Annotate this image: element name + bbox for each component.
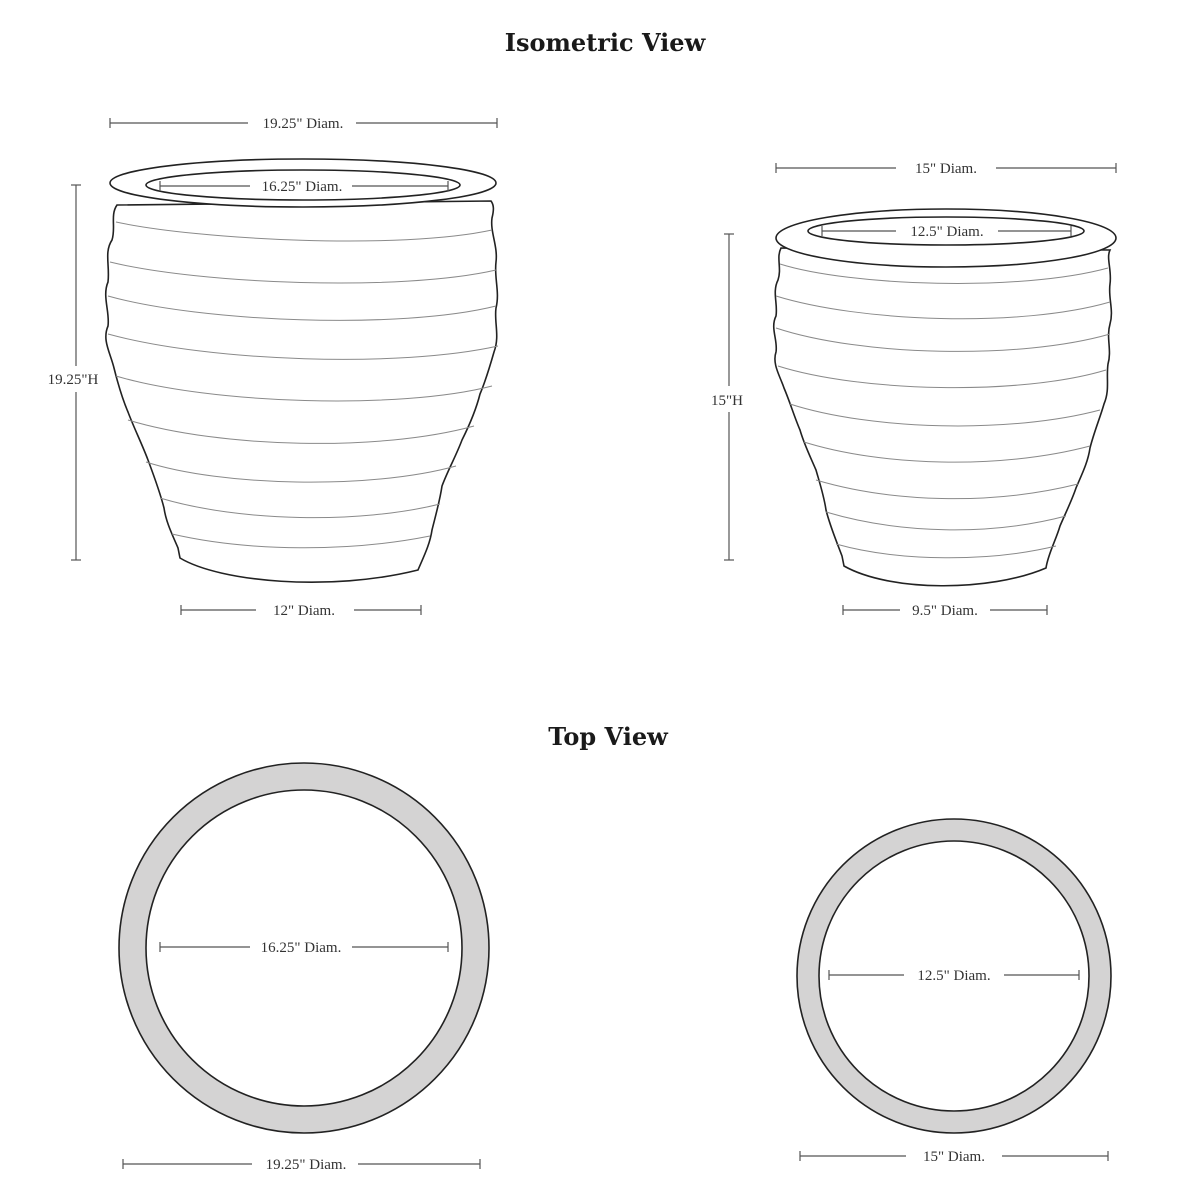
large-planter-body <box>106 201 498 582</box>
isometric-view-heading: Isometric View <box>504 28 706 57</box>
small-top-view-outer-dimension <box>800 1149 1108 1165</box>
large-base-diameter-label: 12" Diam. <box>273 603 335 619</box>
large-top-view-outer-dimension <box>123 1157 480 1173</box>
small-planter-isometric <box>711 161 1116 619</box>
small-top-diameter-dimension <box>776 161 1116 177</box>
large-height-label: 19.25"H <box>47 372 99 388</box>
top-view-heading: Top View <box>548 722 668 751</box>
small-planter-top-view <box>797 819 1111 1165</box>
small-height-label: 15"H <box>711 393 743 409</box>
large-top-diameter-dimension <box>110 116 497 132</box>
large-height-dimension <box>48 185 99 560</box>
small-height-dimension <box>711 234 743 560</box>
large-planter-top-view <box>119 763 489 1173</box>
large-top-view-inner-label: 16.25" Diam. <box>260 940 342 956</box>
small-top-view-outer-label: 15" Diam. <box>923 1149 985 1165</box>
small-base-diameter-label: 9.5" Diam. <box>912 603 978 619</box>
small-planter-body <box>774 248 1112 586</box>
large-inner-diameter-label: 16.25" Diam. <box>261 179 343 195</box>
large-top-view-outer-label: 19.25" Diam. <box>265 1157 347 1173</box>
small-base-diameter-dimension <box>843 603 1047 619</box>
small-top-view-inner-label: 12.5" Diam. <box>917 968 991 984</box>
small-inner-diameter-label: 12.5" Diam. <box>910 224 984 240</box>
large-planter-isometric <box>48 116 498 619</box>
small-top-diameter-label: 15" Diam. <box>915 161 977 177</box>
large-top-diameter-label: 19.25" Diam. <box>262 116 344 132</box>
large-base-diameter-dimension <box>181 603 421 619</box>
